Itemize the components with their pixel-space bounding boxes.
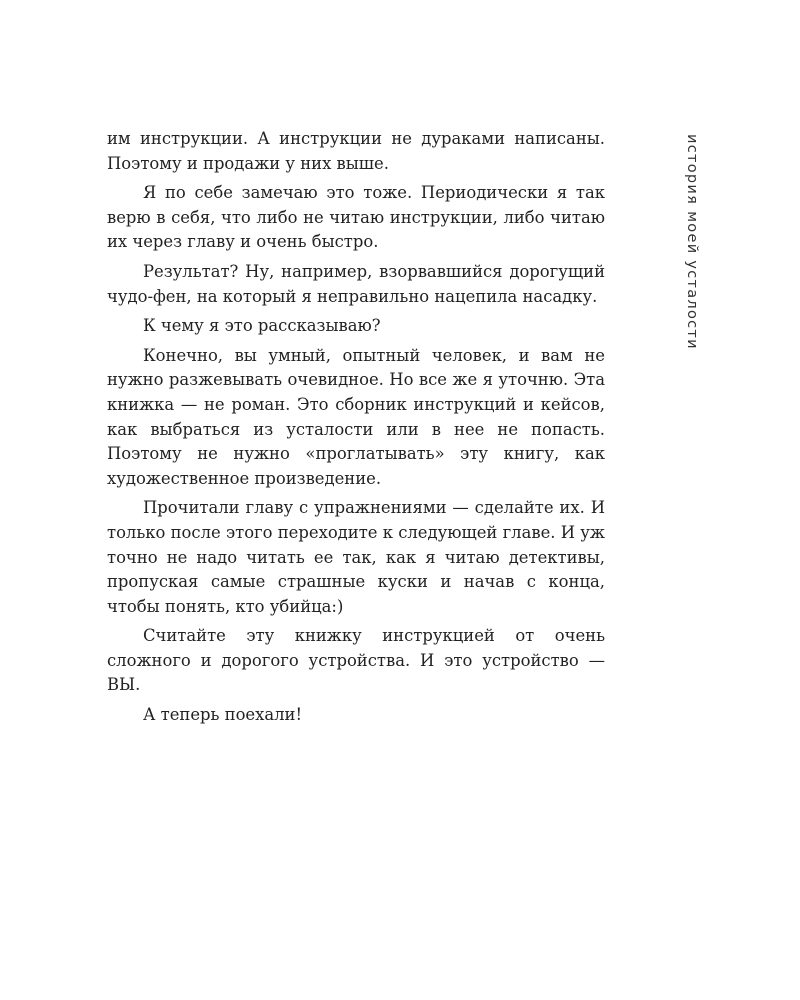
paragraph-7: Считайте эту книжку инструкцией от очень сложного и дорогого устройства. И это устройство — ВЫ. <box>107 626 605 695</box>
body-text <box>107 127 605 733</box>
paragraph-4: К чему я это рассказываю? <box>143 316 381 336</box>
paragraph-1: им инструкции. А инструкции не дураками написаны. Поэтому и продажи у них выше. <box>107 129 605 173</box>
running-title: история моей усталости <box>684 134 700 350</box>
paragraph-8: А теперь поехали! <box>143 705 303 725</box>
paragraph-2: Я по себе замечаю это тоже. Периодически я так верю в себя, что либо не читаю инструкции, либо читаю их через главу и очень быстро. <box>107 183 605 252</box>
paragraph-3: Результат? Ну, например, взорвавшийся дорогущий чудо-фен, на который я неправильно нацепила насадку. <box>107 261 605 306</box>
paragraph-5: Конечно, вы умный, опытный человек, и вам не нужно разжевывать очевидное. Но все же я уточню. Эта книжка — не роман. Это сборник инструкций и кейсов, как выбраться из усталости или в нее не попасть. Поэтому не нужно «проглатывать» эту книгу, как художественное произведение. <box>107 345 605 488</box>
paragraph-6: Прочитали главу с упражнениями — сделайте их. И только после этого переходите к следующей главе. И уж точно не надо читать ее так, как я читаю детективы, пропуская самые страшные куски и начав с конца, чтобы понять, кто убийца:) <box>107 498 605 616</box>
